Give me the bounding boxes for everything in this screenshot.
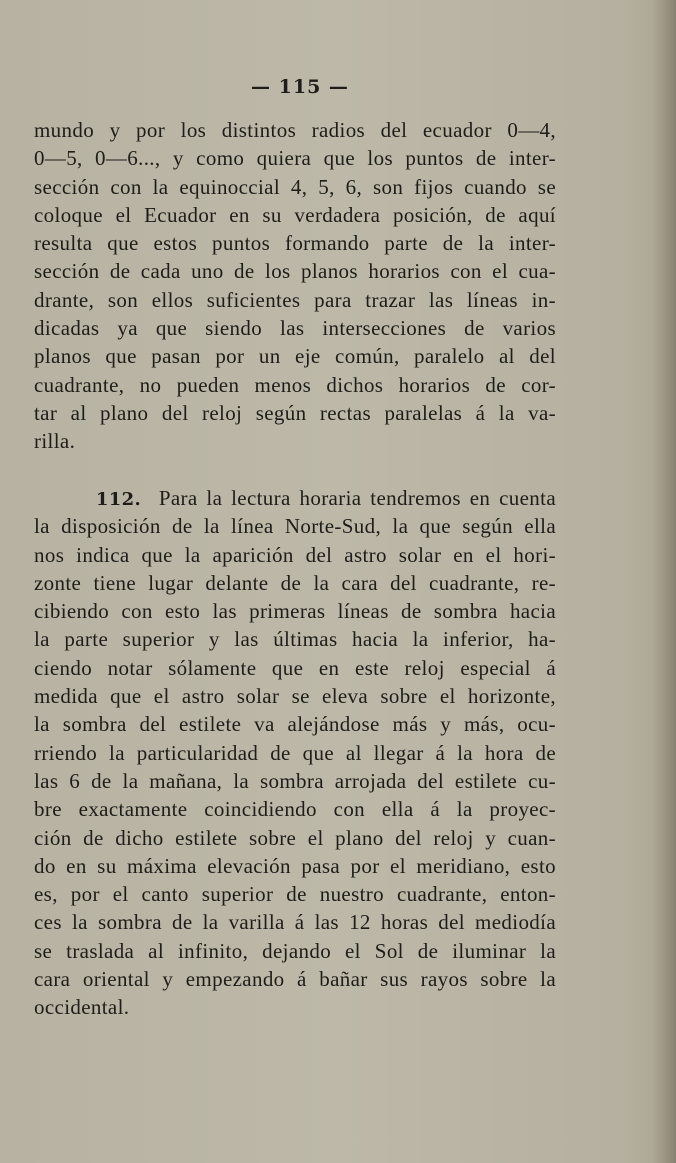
text-line: la disposición de la línea Norte-Sud, la que según ella (34, 514, 556, 539)
text-line: dicadas ya que siendo las intersecciones de varios (34, 316, 556, 341)
text-line: es, por el canto superior de nuestro cuadrante, enton- (34, 882, 556, 907)
text-line: sección de cada uno de los planos horarios con el cua- (34, 259, 556, 284)
text-line: se traslada al infinito, dejando el Sol de iluminar la (34, 938, 556, 963)
section-112-paragraph (34, 484, 556, 1022)
text-line: las 6 de la mañana, la sombra arrojada del estilete cu- (34, 768, 556, 793)
text-line: ciendo notar sólamente que en este reloj especial á (34, 655, 556, 680)
text-line: cibiendo con esto las primeras líneas de sombra hacia (34, 599, 556, 624)
text-line: zonte tiene lugar delante de la cara del cuadrante, re- (34, 570, 556, 595)
text-line: la parte superior y las últimas hacia la inferior, ha- (34, 627, 556, 652)
text-line: rilla. (34, 429, 76, 454)
text-line: occidental. (34, 995, 130, 1020)
text-line: ces la sombra de la varilla á las 12 horas del mediodía (34, 910, 556, 935)
text-line: 0—5, 0—6..., y como quiera que los puntos de inter- (34, 146, 556, 171)
text-line: cara oriental y empezando á bañar sus rayos sobre la (34, 967, 556, 992)
paragraph-continued (34, 116, 556, 456)
page-number: — 115 — (251, 76, 349, 98)
text-line: cuadrante, no pueden menos dichos horarios de cor- (34, 372, 556, 397)
text-line: medida que el astro solar se eleva sobre el horizonte, (34, 684, 556, 709)
text-line: resulta que estos puntos formando parte de la inter- (34, 231, 556, 256)
text-line: rriendo la particularidad de que al llegar á la hora de (34, 740, 556, 765)
text-line: mundo y por los distintos radios del ecuador 0—4, (34, 118, 556, 142)
page-edge-shadow (652, 0, 676, 1163)
text-line: nos indica que la aparición del astro solar en el hori- (34, 542, 556, 567)
text-line: bre exactamente coincidiendo con ella á la proyec- (34, 797, 556, 822)
first-line-text: Para la lectura horaria tendremos en cuenta (158, 486, 556, 510)
text-line-first (34, 484, 556, 512)
text-line: coloque el Ecuador en su verdadera posición, de aquí (34, 202, 556, 227)
text-line: do en su máxima elevación pasa por el meridiano, esto (34, 853, 556, 878)
section-number: 112. (95, 489, 142, 510)
text-line: tar al plano del reloj según rectas paralelas á la va- (34, 400, 556, 425)
text-line: planos que pasan por un eje común, paralelo al del (34, 344, 556, 369)
text-line: ción de dicho estilete sobre el plano del reloj y cuan- (34, 825, 556, 850)
text-line: la sombra del estilete va alejándose más y más, ocu- (34, 712, 556, 737)
text-line: sección con la equinoccial 4, 5, 6, son fijos cuando se (34, 174, 556, 199)
text-line: drante, son ellos suficientes para trazar las líneas in- (34, 287, 556, 312)
